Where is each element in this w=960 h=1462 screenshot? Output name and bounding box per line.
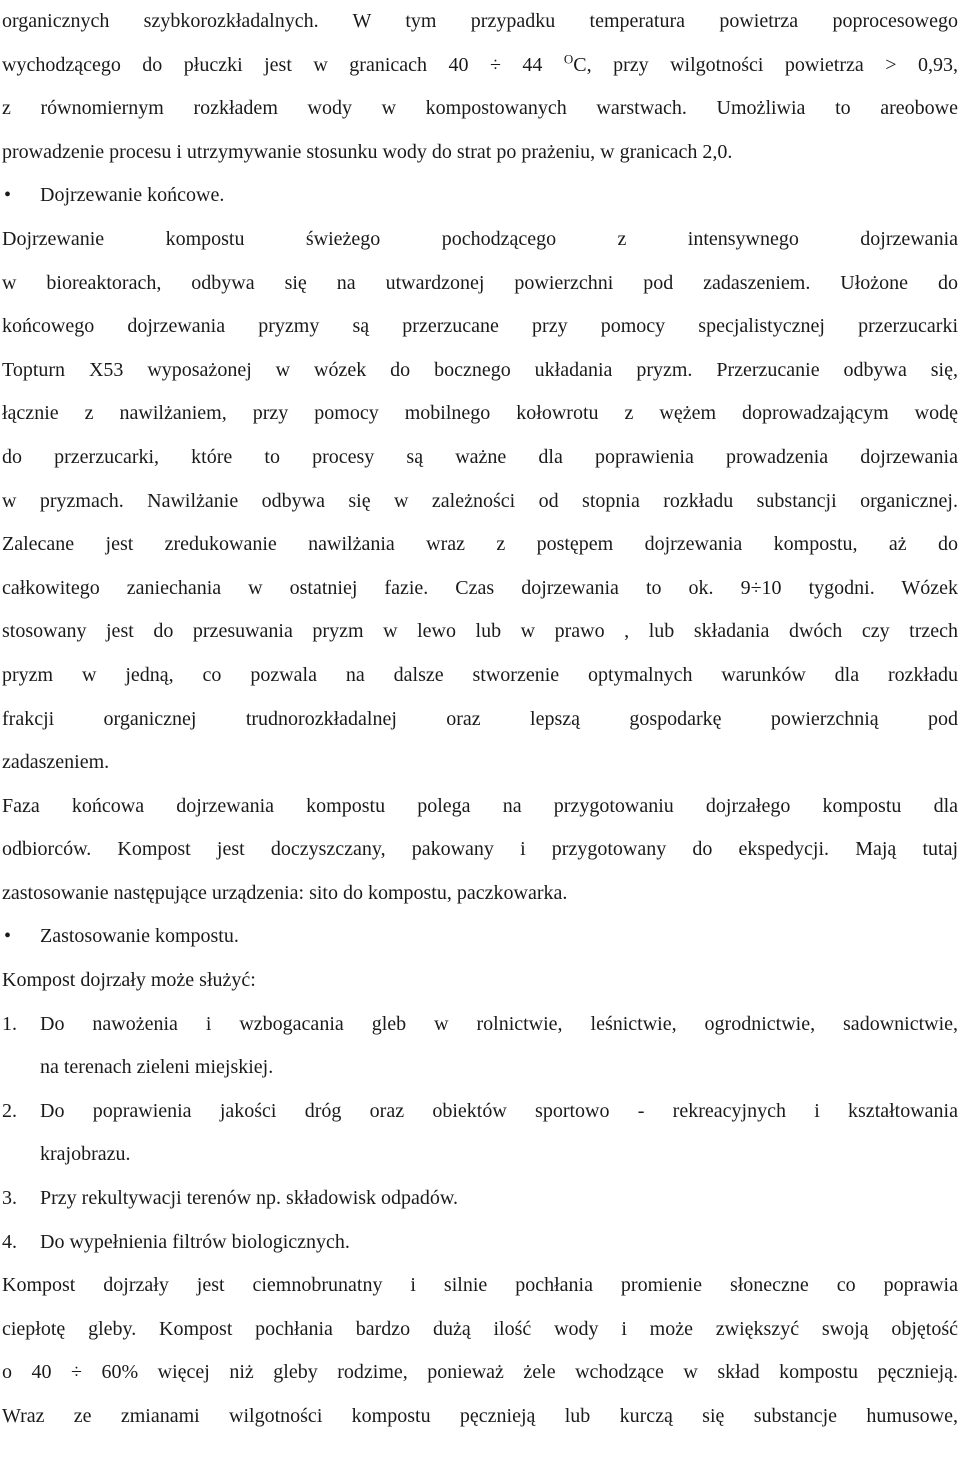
text-line: na terenach zieleni miejskiej. [40,1056,274,1079]
text-line: zastosowanie następujące urządzenia: sito do kompostu, paczkowarka. [2,881,568,904]
text-span: wychodzącego do płuczki jest w granicach 40 ÷ 44 [2,53,564,76]
text-line: z równomiernym rozkładem wody w kompostowanych warstwach. Umożliwia to areobowe [2,97,958,120]
text-line [2,44,958,88]
text-line: końcowego dojrzewania pryzmy są przerzucane przy pomocy specjalistycznej przerzucarki [2,315,958,338]
text-line: Do nawożenia i wzbogacania gleb w rolnictwie, leśnictwie, ogrodnictwie, sadownictwie, [40,1012,958,1035]
list-number: 3. [2,1187,17,1210]
list-item [2,1177,958,1221]
text-line: pryzm w jedną, co pozwala na dalsze stworzenie optymalnych warunków dla rozkładu [2,663,958,686]
list-number: 2. [2,1099,17,1122]
section1-paragraph-2 [2,785,958,916]
text-line: Topturn X53 wyposażonej w wózek do bocznego układania pryzm. Przerzucanie odbywa się, [2,358,958,381]
intro-paragraph [2,0,958,174]
text-line: organicznych szybkorozkładalnych. W tym przypadku temperatura powietrza poprocesowego [2,10,958,32]
text-line: w pryzmach. Nawilżanie odbywa się w zależności od stopnia rozkładu substancji organicznej. [2,489,958,512]
section-title: Dojrzewanie końcowe. [40,184,225,207]
text-line: krajobrazu. [40,1143,131,1166]
list-lead: Kompost dojrzały może służyć: [2,969,256,992]
list-item [2,1090,958,1177]
numbered-list [2,1003,958,1265]
bullet-icon: • [4,925,12,948]
list-item [2,1003,958,1090]
section-heading-zastosowanie [2,915,958,959]
text-line: Do poprawienia jakości dróg oraz obiektów sportowo - rekreacyjnych i kształtowania [40,1099,958,1122]
section1-paragraph [2,218,958,785]
text-line: Zalecane jest zredukowanie nawilżania wraz z postępem dojrzewania kompostu, aż do [2,533,958,556]
list-number: 4. [2,1230,17,1253]
text-line: ciepłotę gleby. Kompost pochłania bardzo dużą ilość wody i może zwiększyć swoją objętość [2,1317,958,1340]
closing-paragraph [2,1264,958,1438]
list-item [2,1221,958,1265]
text-line: Wraz ze zmianami wilgotności kompostu pęcznieją lub kurczą się substancje humusowe, [2,1405,958,1427]
text-line: w bioreaktorach, odbywa się na utwardzonej powierzchni pod zadaszeniem. Ułożone do [2,271,958,294]
text-line: odbiorców. Kompost jest doczyszczany, pakowany i przygotowany do ekspedycji. Mają tutaj [2,838,958,861]
text-line: zadaszeniem. [2,751,110,774]
section-title: Zastosowanie kompostu. [40,925,239,948]
section-heading-dojrzewanie [2,174,958,218]
text-line: stosowany jest do przesuwania pryzm w lewo lub w prawo , lub składania dwóch czy trzech [2,620,958,643]
text-line: Kompost dojrzały jest ciemnobrunatny i silnie pochłania promienie słoneczne co poprawia [2,1274,958,1297]
text-line: do przerzucarki, które to procesy są ważne dla poprawienia prowadzenia dojrzewania [2,445,958,468]
text-line: Dojrzewanie kompostu świeżego pochodzącego z intensywnego dojrzewania [2,227,958,250]
text-span: C, przy wilgotności powietrza > 0,93, [573,53,958,76]
text-line: całkowitego zaniechania w ostatniej fazie. Czas dojrzewania to ok. 9÷10 tygodni. Wózek [2,576,958,599]
text-line: frakcji organicznej trudnorozkładalnej oraz lepszą gospodarkę powierzchnią pod [2,707,958,730]
bullet-icon: • [4,184,12,207]
list-number: 1. [2,1012,17,1035]
superscript-text: O [563,50,574,66]
text-line: prowadzenie procesu i utrzymywanie stosunku wody do strat po prażeniu, w granicach 2,0. [2,140,733,163]
text-line: Faza końcowa dojrzewania kompostu polega na przygotowaniu dojrzałego kompostu dla [2,794,958,817]
text-line: łącznie z nawilżaniem, przy pomocy mobilnego kołowrotu z wężem doprowadzającym wodę [2,402,958,425]
text-line: Do wypełnienia filtrów biologicznych. [40,1230,350,1253]
text-line: Przy rekultywacji terenów np. składowisk odpadów. [40,1187,459,1210]
text-line: o 40 ÷ 60% więcej niż gleby rodzime, ponieważ żele wchodzące w skład kompostu pęcznieją. [2,1361,958,1384]
